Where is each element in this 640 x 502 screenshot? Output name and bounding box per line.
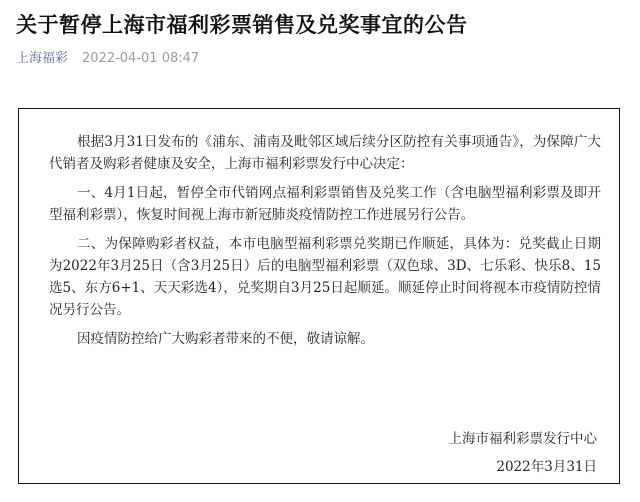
notice-paragraph-closing: 因疫情防控给广大购彩者带来的不便，敬请谅解。 xyxy=(77,331,374,347)
notice-box xyxy=(18,108,620,484)
notice-paragraph-item-2: 二、为保障购彩者权益，本市电脑型福利彩票兑奖期已作顺延，具体为：兑奖截止日期为2022年3月25日（含3月25日）后的电脑型福利彩票（双色球、3D、七乐彩、快乐8、15选5、东方6+1、天天彩选4），兑奖期自3月25日起顺延。顺延停止时间将视本市疫情防控情况另行公告。 xyxy=(49,236,601,318)
notice-body xyxy=(49,131,601,357)
article-title: 关于暂停上海市福利彩票销售及兑奖事宜的公告 xyxy=(16,13,468,37)
notice-paragraph-item-1: 一、4月1日起，暂停全市代销网点福利彩票销售及兑奖工作（含电脑型福利彩票及即开型福利彩票），恢复时间视上海市新冠肺炎疫情防控工作进展另行公告。 xyxy=(49,185,601,223)
notice-signature xyxy=(449,425,598,481)
author-link[interactable]: 上海福彩 xyxy=(16,51,69,66)
article-meta xyxy=(16,50,199,68)
publish-time: 2022-04-01 08:47 xyxy=(82,51,200,66)
signature-organization: 上海市福利彩票发行中心 xyxy=(448,431,597,447)
notice-paragraph-intro: 根据3月31日发布的《浦东、浦南及毗邻区域后续分区防控有关事项通告》，为保障广大代销者及购彩者健康及安全，上海市福利彩票发行中心决定： xyxy=(49,134,601,172)
signature-date: 2022年3月31日 xyxy=(496,459,597,475)
